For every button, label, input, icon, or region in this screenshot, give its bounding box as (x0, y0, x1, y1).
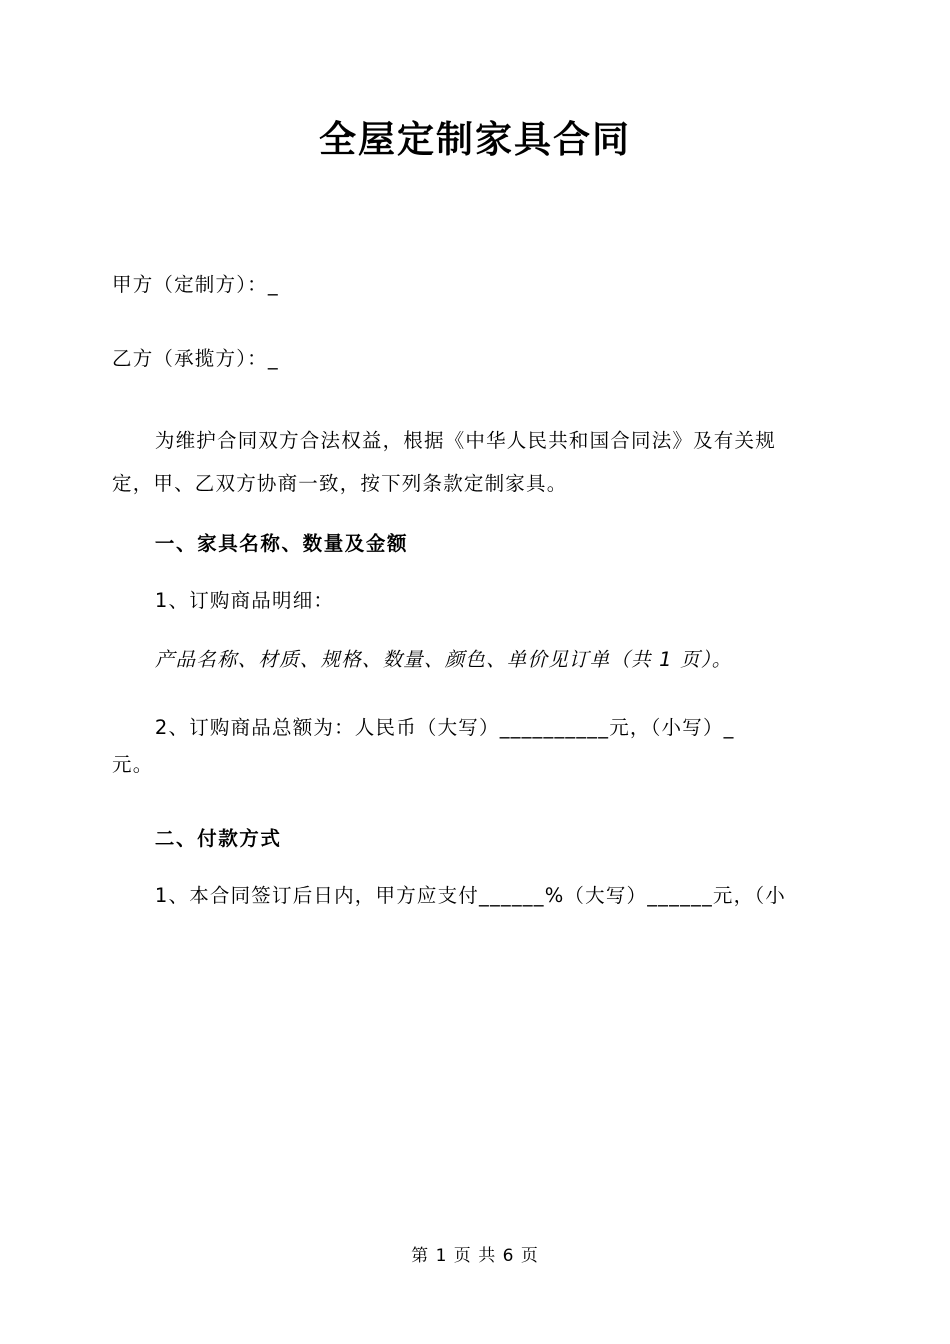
section-heading-2: 二、付款方式 (154, 827, 282, 851)
section-2-item-1: 1、本合同签订后日内，甲方应支付______%（大写）______元，（小 (154, 884, 786, 908)
party-b-line: 乙方（承揽方）：_ (112, 346, 279, 370)
section-1-item-3: 2、订购商品总额为：人民币（大写）__________元，（小写）_ (154, 716, 735, 740)
document-body (0, 270, 950, 910)
page-footer: 第 1 页 共 6 页 (411, 1246, 539, 1266)
page-title: 全屋定制家具合同 (319, 118, 631, 161)
section-1-item-2: 产品名称、材质、规格、数量、颜色、单价见订单（共 1 页）。 (154, 648, 733, 672)
party-a-line: 甲方（定制方）：_ (112, 273, 279, 297)
section-1-item-3-cont: 元。 (112, 753, 154, 777)
preamble-line-1: 为维护合同双方合法权益，根据《中华人民共和国合同法》及有关规 (154, 428, 776, 452)
section-1-item-1: 1、订购商品明细： (154, 588, 335, 612)
preamble-line-2: 定，甲、乙双方协商一致，按下列条款定制家具。 (112, 471, 568, 495)
section-heading-1: 一、家具名称、数量及金额 (154, 531, 409, 555)
